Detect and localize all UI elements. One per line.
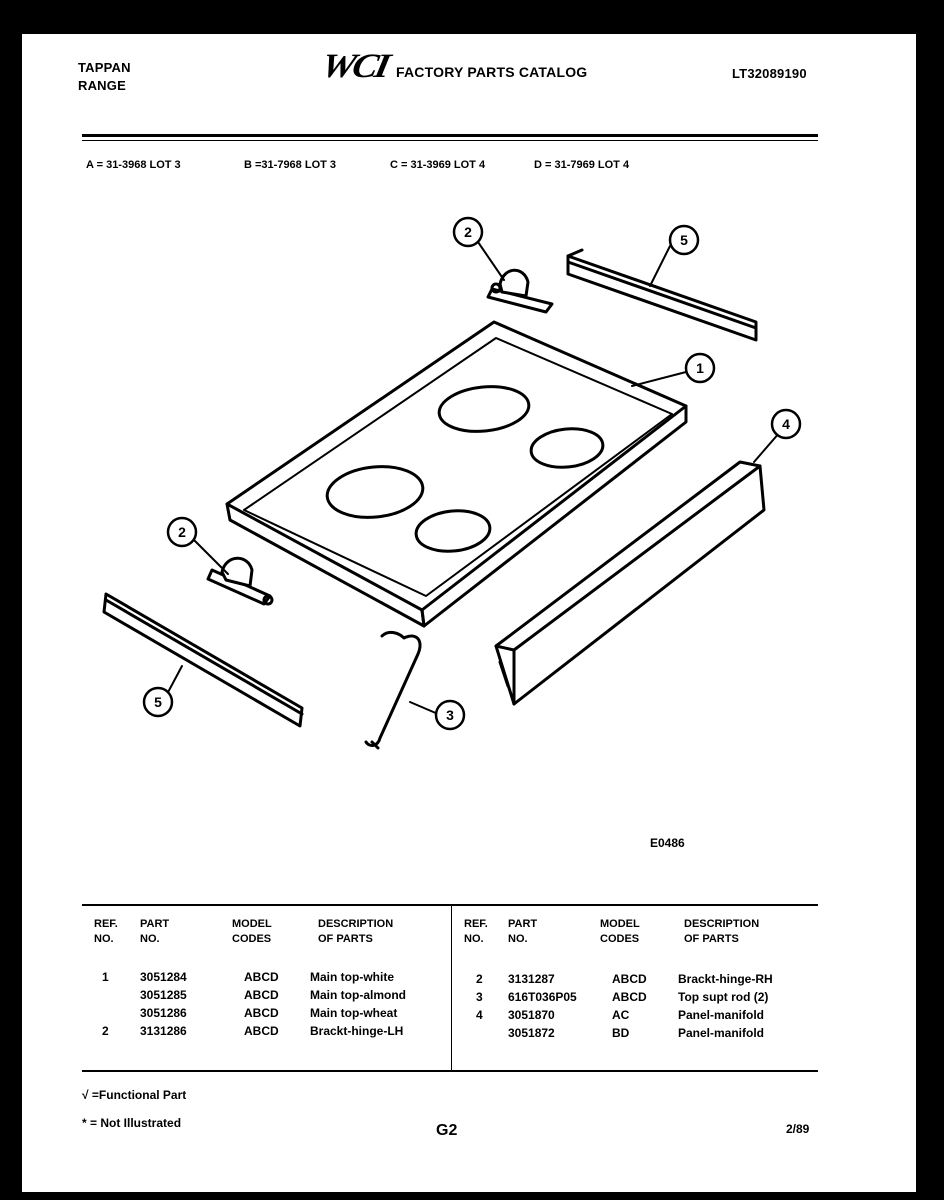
col-header-part: PART NO. <box>508 918 538 945</box>
brand-line-1: TAPPAN <box>78 60 131 75</box>
col-header-description: DESCRIPTION OF PARTS <box>318 918 394 945</box>
figure-code: E0486 <box>650 836 685 850</box>
left-model-column <box>244 968 279 1040</box>
table-cell: Main top-almond <box>310 988 406 1002</box>
table-cell: 3051286 <box>140 1006 187 1020</box>
table-cell: Panel-manifold <box>678 1008 765 1022</box>
catalog-number: LT32089190 <box>732 66 807 81</box>
table-cell: 4 <box>476 1008 483 1022</box>
col-header-model: MODEL CODES <box>600 918 640 945</box>
table-cell: ABCD <box>244 1024 279 1038</box>
table-cell: Top supt rod (2) <box>678 990 769 1004</box>
callout-label: 2 <box>178 524 186 540</box>
col-header-ref: REF. NO. <box>464 918 488 945</box>
trim-bottom-left <box>104 594 302 726</box>
exploded-parts-diagram <box>22 34 916 874</box>
callout-label: 2 <box>464 224 472 240</box>
page-code: G2 <box>436 1122 458 1139</box>
wci-logo: WCI <box>317 47 391 85</box>
hinge-bracket-rh <box>488 270 552 312</box>
catalog-date: 2/89 <box>786 1122 810 1136</box>
hinge-bracket-lh <box>208 558 272 604</box>
table-cell: 3051870 <box>508 1008 555 1022</box>
leader-1 <box>632 372 686 386</box>
table-cell: 1 <box>102 970 109 984</box>
table-cell: ABCD <box>612 990 647 1004</box>
callout-label: 5 <box>154 694 162 710</box>
right-part-column <box>508 970 577 1042</box>
callout-label: 5 <box>680 232 688 248</box>
callout-label: 1 <box>696 360 704 376</box>
brand-line-2: RANGE <box>78 78 126 93</box>
leader-4 <box>754 432 780 462</box>
table-cell: Panel-manifold <box>678 1026 765 1040</box>
table-top-rule <box>82 904 818 906</box>
callout-label: 4 <box>782 416 790 432</box>
table-cell <box>102 986 109 1004</box>
table-cell: ABCD <box>612 972 647 986</box>
left-ref-column <box>102 968 109 1040</box>
leader-5-top <box>650 246 670 286</box>
col-header-part: PART NO. <box>140 918 170 945</box>
table-bottom-rule <box>82 1070 818 1072</box>
col-header-description: DESCRIPTION OF PARTS <box>684 918 760 945</box>
left-part-column <box>140 968 187 1040</box>
table-cell: 2 <box>102 1024 109 1038</box>
table-cell: 3051284 <box>140 970 187 984</box>
table-cell: ABCD <box>244 970 279 984</box>
table-cell: 3051872 <box>508 1026 555 1040</box>
legend-functional-part: √ =Functional Part <box>82 1088 187 1102</box>
table-cell: ABCD <box>244 988 279 1002</box>
table-cell: 2 <box>476 972 483 986</box>
table-cell: Brackt-hinge-RH <box>678 972 773 986</box>
table-cell: AC <box>612 1008 630 1022</box>
table-cell <box>476 1024 483 1042</box>
right-ref-column <box>476 970 483 1042</box>
table-cell: 3051285 <box>140 988 187 1002</box>
model-code-c: C = 31-3969 LOT 4 <box>390 159 486 171</box>
leader-2-top <box>478 242 504 280</box>
left-description-column <box>310 968 406 1040</box>
model-code-b: B =31-7968 LOT 3 <box>244 159 337 171</box>
table-cell: Main top-white <box>310 970 394 984</box>
callout-label: 3 <box>446 707 454 723</box>
leader-3 <box>410 702 438 714</box>
table-cell: 616T036P05 <box>508 990 577 1004</box>
table-cell: 3131287 <box>508 972 555 986</box>
col-header-model: MODEL CODES <box>232 918 272 945</box>
table-cell: 3 <box>476 990 483 1004</box>
catalog-page <box>22 34 916 1192</box>
table-cell: ABCD <box>244 1006 279 1020</box>
legend-not-illustrated: * = Not Illustrated <box>82 1116 182 1130</box>
model-code-d: D = 31-7969 LOT 4 <box>534 159 630 171</box>
top-support-rod <box>366 632 420 748</box>
right-model-column <box>612 970 647 1042</box>
table-cell: Main top-wheat <box>310 1006 398 1020</box>
table-cell <box>102 1004 109 1022</box>
table-cell: BD <box>612 1026 630 1040</box>
catalog-title: FACTORY PARTS CATALOG <box>396 64 588 80</box>
col-header-ref: REF. NO. <box>94 918 118 945</box>
right-description-column <box>678 970 773 1042</box>
table-cell: 3131286 <box>140 1024 187 1038</box>
table-divider <box>451 906 452 1070</box>
table-cell: Brackt-hinge-LH <box>310 1024 404 1038</box>
model-code-a: A = 31-3968 LOT 3 <box>86 159 181 171</box>
